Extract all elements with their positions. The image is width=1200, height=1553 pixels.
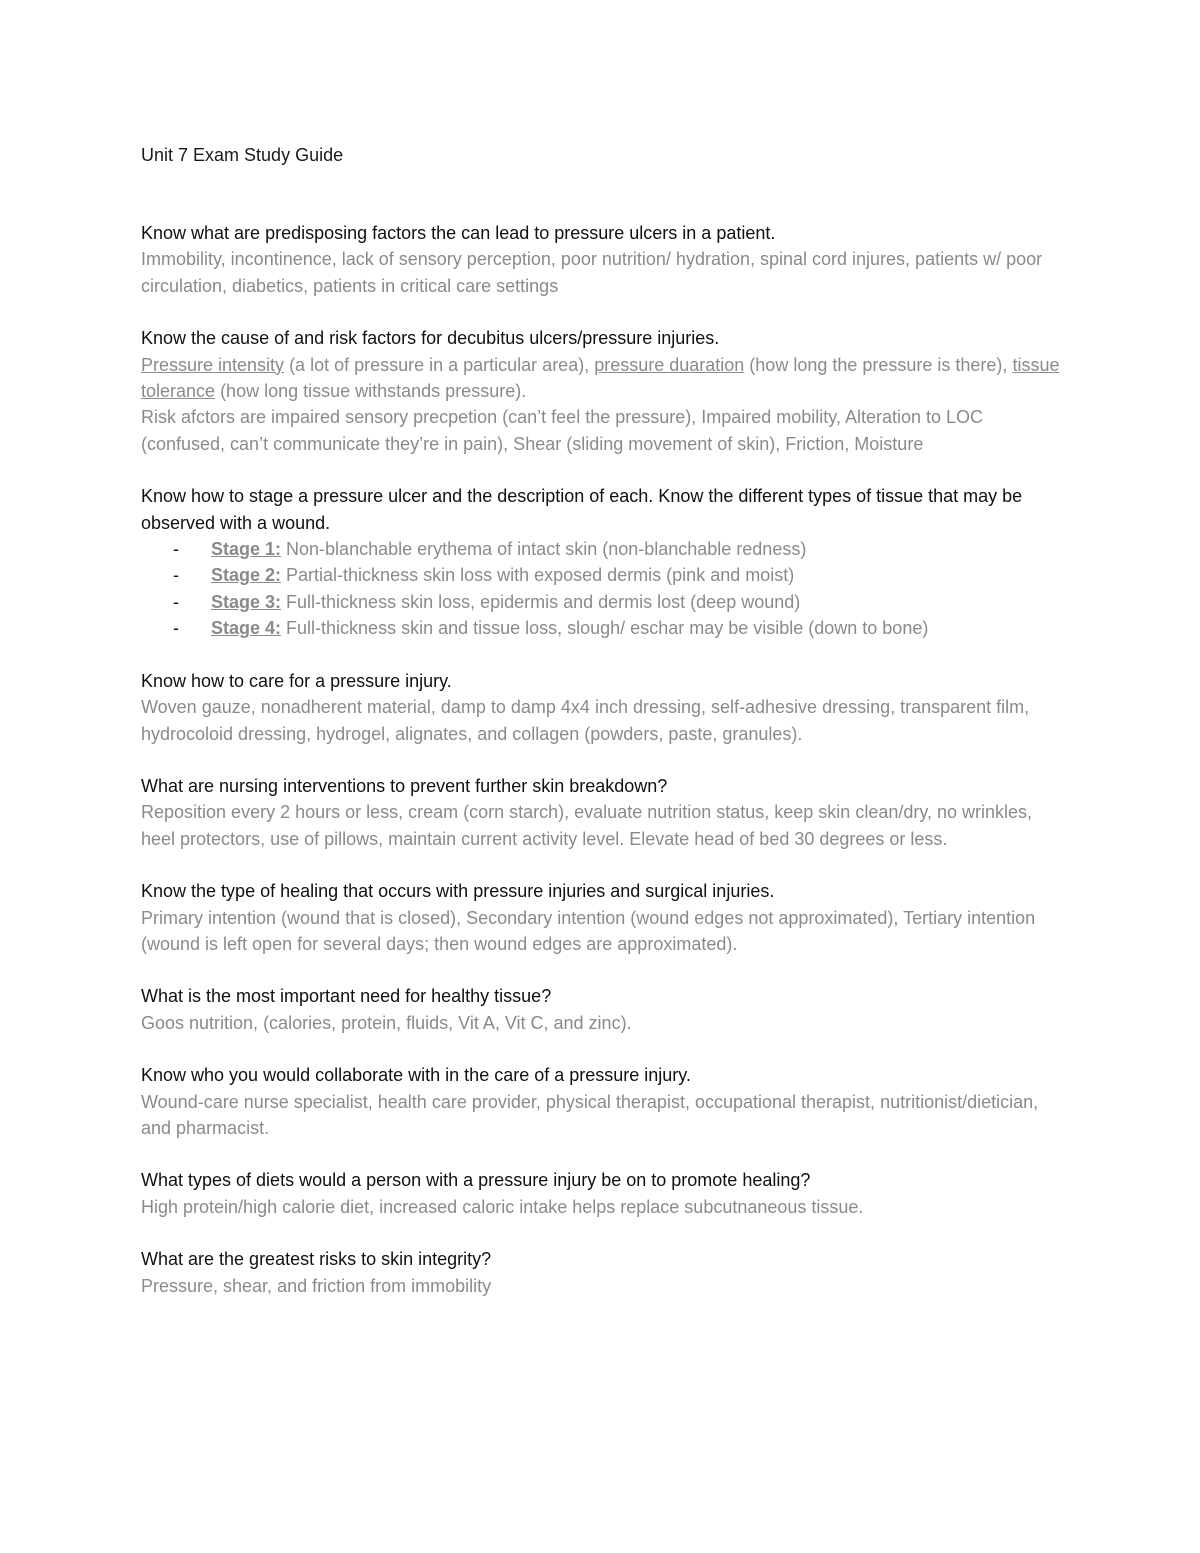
answer: Wound-care nurse specialist, health care provider, physical therapist, occupational therapist, nutritionist/dietician, and pharmacist. [141,1091,1039,1138]
answer: Pressure, shear, and friction from immobility [141,1275,492,1296]
question: What are the greatest risks to skin integrity? [141,1249,492,1270]
answer: Woven gauze, nonadherent material, damp to damp 4x4 inch dressing, self-adhesive dressing, transparent film, hydrocoloid dressing, hydrogel, alignates, and collagen (powders, paste, granules). [141,697,1030,744]
question: Know how to care for a pressure injury. [141,670,452,691]
answer: Primary intention (wound that is closed), Secondary intention (wound edges not approximated), Tertiary intention (wound is left open for several days; then wound edges are approximated). [141,907,1036,954]
section-healing-types [141,878,1060,957]
stage-label: Stage 3: [211,591,282,612]
answer-causes [141,352,1060,405]
question: Know how to stage a pressure ulcer and the description of each. Know the different types of tissue that may be observed with a wound. [141,486,1023,533]
term-description: (how long the pressure is there), [744,354,1013,375]
stage-label: Stage 4: [211,618,282,639]
list-item [173,589,1060,615]
question: Know the cause of and risk factors for decubitus ulcers/pressure injuries. [141,328,720,349]
term-pressure-duration: pressure duaration [594,354,745,375]
section-cause-risk-factors [141,325,1060,457]
answer: Goos nutrition, (calories, protein, fluids, Vit A, Vit C, and zinc). [141,1012,632,1033]
stage-list [141,536,1060,642]
term-description: (a lot of pressure in a particular area), [284,354,595,375]
question: Know what are predisposing factors the can lead to pressure ulcers in a patient. [141,223,776,243]
term-tissue-tolerance: tissue tolerance [141,354,1060,402]
stage-label: Stage 1: [211,539,282,560]
section-greatest-risks [141,1246,1060,1299]
question: Know who you would collaborate with in the care of a pressure injury. [141,1065,691,1086]
section-diet [141,1167,1060,1220]
answer: High protein/high calorie diet, increased caloric intake helps replace subcutnaneous tissue. [141,1196,864,1217]
answer: Reposition every 2 hours or less, cream (corn starch), evaluate nutrition status, keep skin clean/dry, no wrinkles, heel protectors, use of pillows, maintain current activity level. Elevate head of bed 30 degrees or less. [141,802,1033,849]
document-title: Unit 7 Exam Study Guide [141,145,344,165]
question: Know the type of healing that occurs with pressure injuries and surgical injuries. [141,881,775,902]
list-item [173,562,1060,588]
question: What types of diets would a person with a pressure injury be on to promote healing? [141,1170,811,1191]
section-predisposing-factors [141,220,1060,299]
stage-description: Non-blanchable erythema of intact skin (non-blanchable redness) [281,539,807,560]
answer: Immobility, incontinence, lack of sensory perception, poor nutrition/ hydration, spinal cord injures, patients w/ poor circulation, diabetics, patients in critical care settings [141,249,1043,296]
list-dash: - [173,565,179,586]
section-nursing-interventions [141,773,1060,852]
list-item [173,536,1060,562]
section-care [141,668,1060,747]
stage-description: Full-thickness skin and tissue loss, slough/ eschar may be visible (down to bone) [281,618,929,639]
list-dash: - [173,618,179,639]
section-healthy-tissue [141,983,1060,1036]
term-description: (how long tissue withstands pressure). [215,381,527,402]
answer-risk-factors: Risk afctors are impaired sensory precpetion (can’t feel the pressure), Impaired mobility, Alteration to LOC (confused, can’t communicate they’re in pain), Shear (sliding movement of skin), Friction, Moisture [141,407,984,454]
stage-description: Full-thickness skin loss, epidermis and dermis lost (deep wound) [281,591,801,612]
question: What are nursing interventions to prevent further skin breakdown? [141,775,668,796]
section-collaboration [141,1062,1060,1141]
list-dash: - [173,539,179,560]
list-item [173,615,1060,641]
question: What is the most important need for healthy tissue? [141,986,552,1007]
term-pressure-intensity: Pressure intensity [141,354,285,375]
stage-label: Stage 2: [211,565,282,586]
stage-description: Partial-thickness skin loss with exposed dermis (pink and moist) [281,565,795,586]
list-dash: - [173,591,179,612]
section-staging [141,483,1060,641]
